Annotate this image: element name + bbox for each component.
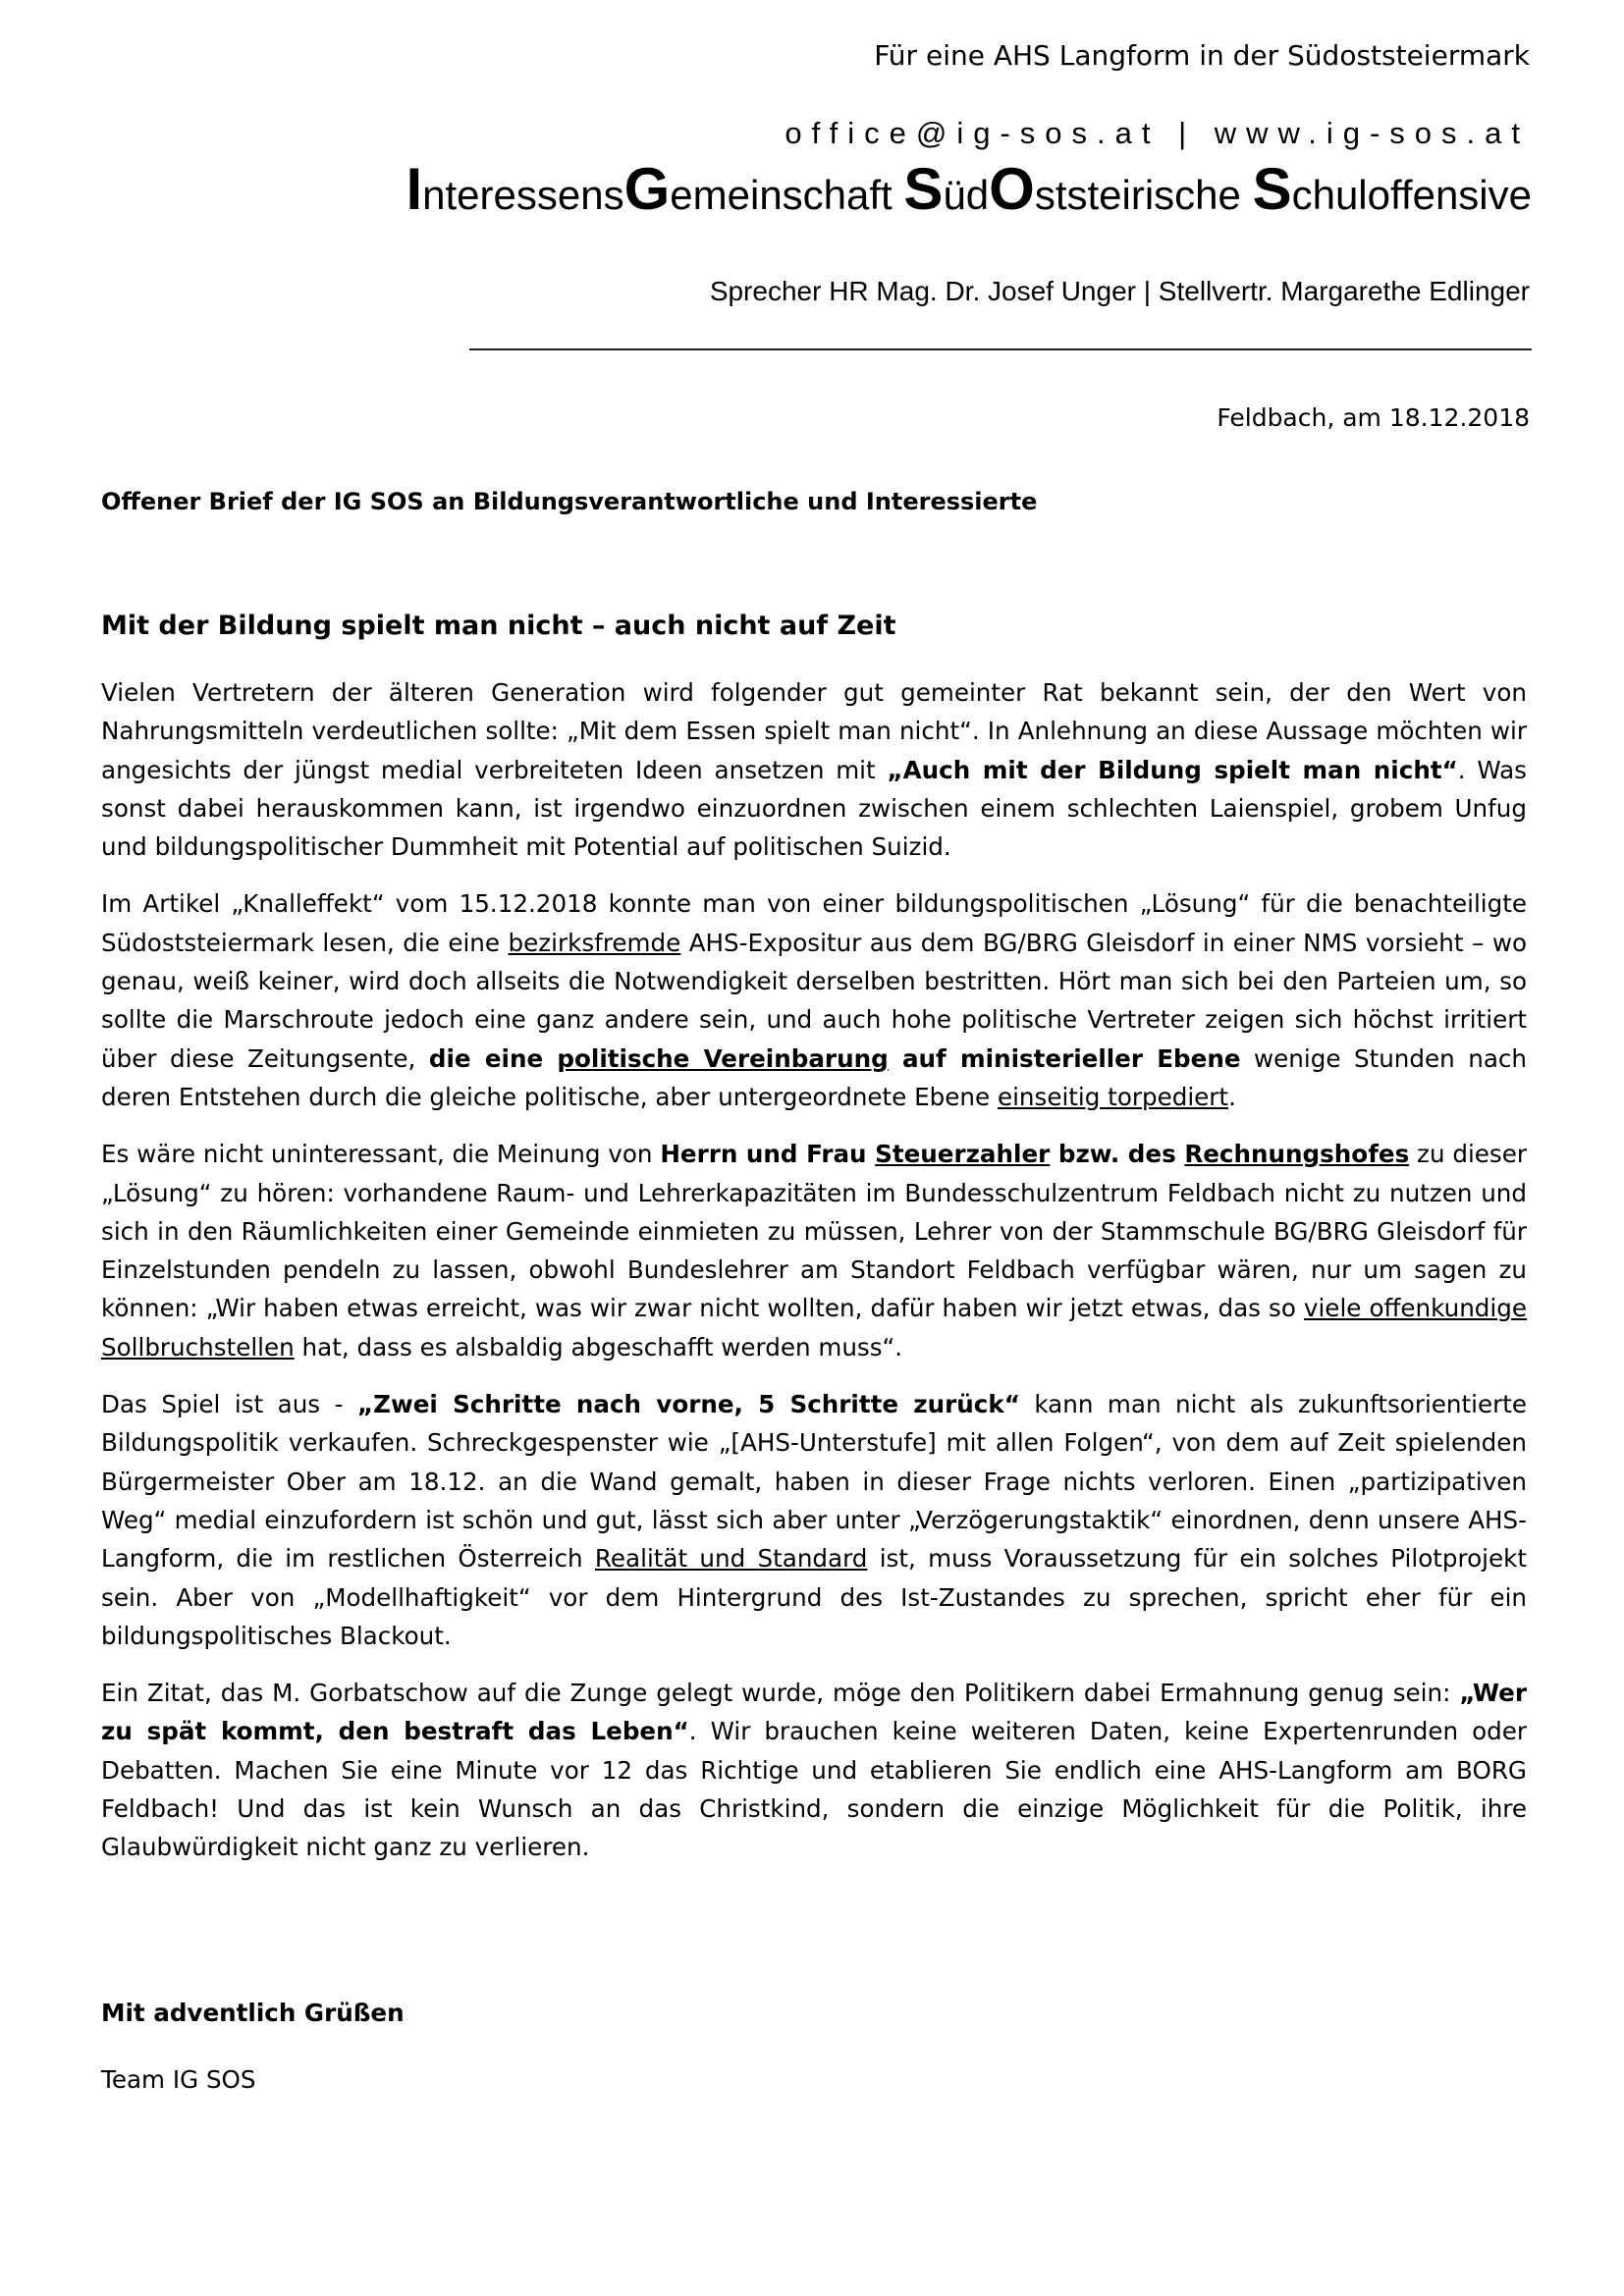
text-run: Steuerzahler	[875, 1140, 1051, 1169]
text-run: Rechnungshofes	[1184, 1140, 1410, 1169]
text-run: einseitig torpediert	[997, 1082, 1229, 1111]
org-name-part: nteressens	[422, 172, 624, 218]
header-tagline: Für eine AHS Langform in der Südoststeiermark	[874, 39, 1530, 72]
text-run: Im Artikel „Knalleffekt“ vom 15.12.2018 konnte man von einer bildungspolitischen „Lösung“ für die benachteiligte Südoststeiermark lesen, die eine	[101, 889, 1527, 957]
header-speakers: Sprecher HR Mag. Dr. Josef Unger | Stellvertr. Margarethe Edlinger	[709, 276, 1530, 306]
body-paragraph	[101, 1135, 1527, 1366]
text-run: Ein Zitat, das M. Gorbatschow auf die Zunge gelegt wurde, möge den Politikern dabei Ermahnung genug sein:	[101, 1679, 1460, 1708]
body-paragraph	[101, 884, 1527, 1116]
body-paragraph	[101, 673, 1527, 866]
org-name-initial: I	[406, 156, 423, 222]
text-run: Herrn und Frau	[660, 1140, 876, 1169]
header-divider	[469, 348, 1532, 350]
text-run: . Was sonst dabei herauskommen kann, ist irgendwo einzuordnen zwischen einem schlechten Laienspiel, grobem Unfug und bildungspolitischer Dummheit mit Potential auf politischen Suizid.	[101, 755, 1527, 862]
org-name-part: chuloffensive	[1291, 172, 1532, 218]
org-name-initial: S	[903, 156, 944, 222]
text-run: die eine	[428, 1043, 558, 1073]
text-run: Realität und Standard	[594, 1544, 868, 1574]
text-run: kann man nicht als zukunftsorientierte Bildungspolitik verkaufen. Schreckgespenster wie „[AHS-Unterstufe] mit allen Folgen“, von dem auf Zeit spielenden Bürgermeister Ober am 18.12. an die Wand gemalt, haben in dieser Frage nichts verloren. Einen „partizipativen Weg“ medial einzufordern ist schön und gut, lässt sich aber unter „Verzögerungstaktik“ einordnen, denn unsere AHS-Langform, die im restlichen Österreich	[101, 1390, 1527, 1574]
org-name-initial: O	[989, 156, 1035, 222]
text-run: auf ministerieller Ebene	[888, 1043, 1241, 1073]
letter-headline: Mit der Bildung spielt man nicht – auch nicht auf Zeit	[101, 611, 896, 641]
text-run: zu dieser „Lösung“ zu hören: vorhandene Raum- und Lehrerkapazitäten im Bundesschulzentrum Feldbach nicht zu nutzen und sich in den Räumlichkeiten einer Gemeinde einmieten zu müssen, Lehrer von der Stammschule BG/BRG Gleisdorf für Einzelstunden pendeln zu lassen, obwohl Bundeslehrer am Standort Feldbach verfügbar wären, nur um sagen zu können: „Wir haben etwas erreicht, was wir zwar nicht wollten, dafür haben wir jetzt etwas, das so	[101, 1140, 1527, 1323]
text-run: „Zwei Schritte nach vorne, 5 Schritte zurück“	[357, 1390, 1020, 1419]
letter-body	[101, 673, 1527, 1886]
text-run: . Wir brauchen keine weiteren Daten, keine Expertenrunden oder Debatten. Machen Sie eine Minute vor 12 das Richtige und etablieren Sie endlich eine AHS-Langform am BORG Feldbach! Und das ist kein Wunsch an das Christkind, sondern die einzige Möglichkeit für die Politik, ihre Glaubwürdigkeit nicht ganz zu verlieren.	[101, 1717, 1527, 1862]
header-organisation-name	[406, 156, 1532, 222]
text-run: AHS-Expositur aus dem BG/BRG Gleisdorf in einer NMS vorsieht – wo genau, weiß keiner, wird doch allseits die Notwendigkeit derselben bestritten. Hört man sich bei den Parteien um, so sollte die Marschroute jedoch eine ganz andere sein, und auch hohe politische Vertreter zeigen sich höchst irritiert über diese Zeitungsente,	[101, 928, 1527, 1073]
signature: Team IG SOS	[101, 2065, 256, 2094]
text-run: .	[1228, 1082, 1236, 1111]
text-run: hat, dass es alsbaldig abgeschafft werden muss“.	[294, 1332, 903, 1362]
text-run: bzw. des	[1050, 1140, 1185, 1169]
date-line: Feldbach, am 18.12.2018	[1217, 403, 1530, 432]
text-run: politische Vereinbarung	[557, 1043, 889, 1073]
org-name-initial: G	[623, 156, 671, 222]
text-run: „Wer zu spät kommt, den bestraft das Leben“	[101, 1679, 1527, 1746]
text-run: viele offenkundige Sollbruchstellen	[101, 1294, 1527, 1362]
header-contact: office@ig-sos.at | www.ig-sos.at	[785, 116, 1530, 150]
body-paragraph	[101, 1385, 1527, 1655]
org-name-initial: S	[1252, 156, 1292, 222]
text-run: „Auch mit der Bildung spielt man nicht“	[887, 755, 1458, 784]
text-run: wenige Stunden nach deren Entstehen durch die gleiche politische, aber untergeordnete Ebene	[101, 1043, 1528, 1111]
org-name-part: üd	[943, 172, 990, 218]
text-run: Es wäre nicht uninteressant, die Meinung von	[101, 1140, 661, 1169]
letter-subject: Offener Brief der IG SOS an Bildungsverantwortliche und Interessierte	[101, 488, 1038, 515]
body-paragraph	[101, 1674, 1527, 1866]
org-name-part: emeinschaft	[670, 172, 904, 218]
org-name-part: ststeirische	[1034, 172, 1253, 218]
text-run: bezirksfremde	[508, 928, 681, 957]
text-run: Vielen Vertretern der älteren Generation wird folgender gut gemeinter Rat bekannt sein, der den Wert von Nahrungsmitteln verdeutlichen sollte: „Mit dem Essen spielt man nicht“. In Anlehnung an diese Aussage möchten wir angesichts der jüngst medial verbreiteten Ideen ansetzen mit	[101, 678, 1527, 784]
text-run: ist, muss Voraussetzung für ein solches Pilotprojekt sein. Aber von „Modellhaftigkeit“ vor dem Hintergrund des Ist-Zustandes zu sprechen, spricht eher für ein bildungspolitisches Blackout.	[101, 1544, 1527, 1650]
closing-greeting: Mit adventlich Grüßen	[101, 1999, 405, 2027]
text-run: Das Spiel ist aus -	[101, 1390, 357, 1419]
